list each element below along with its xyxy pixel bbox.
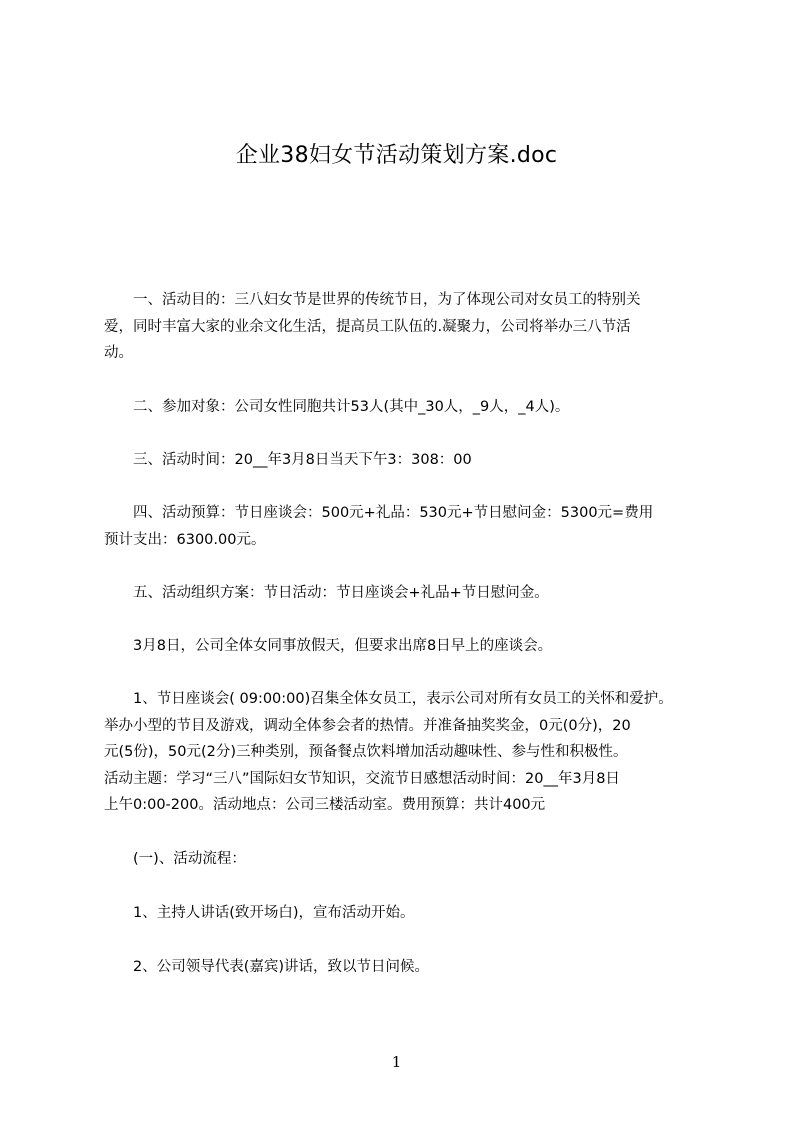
paragraph-line: 四、活动预算：节日座谈会：500元+礼品：530元+节日慰问金：5300元=费用 (104, 505, 654, 521)
paragraph-purpose (104, 287, 704, 367)
paragraph-line: 3月8日，公司全体女同事放假天，但要求出席8日早上的座谈会。 (104, 638, 553, 654)
paragraph-time (104, 447, 704, 474)
paragraph-holiday (104, 633, 704, 660)
paragraph-line: 举办小型的节目及游戏，调动全体参会者的热情。并准备抽奖奖金，0元(0分)，20 (104, 717, 631, 734)
paragraph-line: 活动主题：学习“三八”国际妇女节知识，交流节日感想活动时间：20__年3月8日 (104, 770, 620, 787)
document-title: 企业38妇女节活动策划方案.doc (235, 143, 558, 168)
paragraph-line: 1、主持人讲话(致开场白)，宣布活动开始。 (104, 905, 415, 921)
paragraph-flow-heading (104, 846, 704, 873)
paragraph-flow-step-2 (104, 954, 704, 981)
paragraph-flow-step-1 (104, 900, 704, 927)
paragraph-line: 元(5份)，50元(2分)三种类别，预备餐点饮料增加活动趣味性、参与性和积极性。 (104, 744, 628, 760)
paragraph-line: 上午0:00-200。活动地点：公司三楼活动室。费用预算：共计400元 (104, 797, 546, 813)
paragraph-line: 动。 (104, 345, 133, 361)
paragraph-line: 一、活动目的：三八妇女节是世界的传统节日，为了体现公司对女员工的特别关 (104, 292, 641, 308)
paragraph-line: 爱，同时丰富大家的业余文化生活，提高员工队伍的.凝聚力，公司将举办三八节活 (104, 318, 631, 335)
paragraph-forum (104, 686, 704, 819)
paragraph-participants (104, 394, 704, 421)
paragraph-line: (一)、活动流程： (104, 851, 246, 867)
paragraph-line: 预计支出：6300.00元。 (104, 531, 266, 548)
paragraph-line: 五、活动组织方案：节日活动：节日座谈会+礼品+节日慰问金。 (104, 585, 549, 601)
page-number: 1 (391, 1053, 402, 1071)
paragraph-plan (104, 580, 704, 607)
paragraph-budget (104, 500, 704, 553)
paragraph-line: 1、节日座谈会( 09:00:00)召集全体女员工，表示公司对所有女员工的关怀和爱护。 (104, 691, 673, 707)
paragraph-line: 2、公司领导代表(嘉宾)讲话，致以节日问候。 (104, 959, 430, 975)
paragraph-line: 三、活动时间：20__年3月8日当天下午3：308：00 (104, 452, 472, 468)
paragraph-line: 二、参加对象：公司女性同胞共计53人(其中_30人，_9人，_4人)。 (104, 399, 570, 415)
